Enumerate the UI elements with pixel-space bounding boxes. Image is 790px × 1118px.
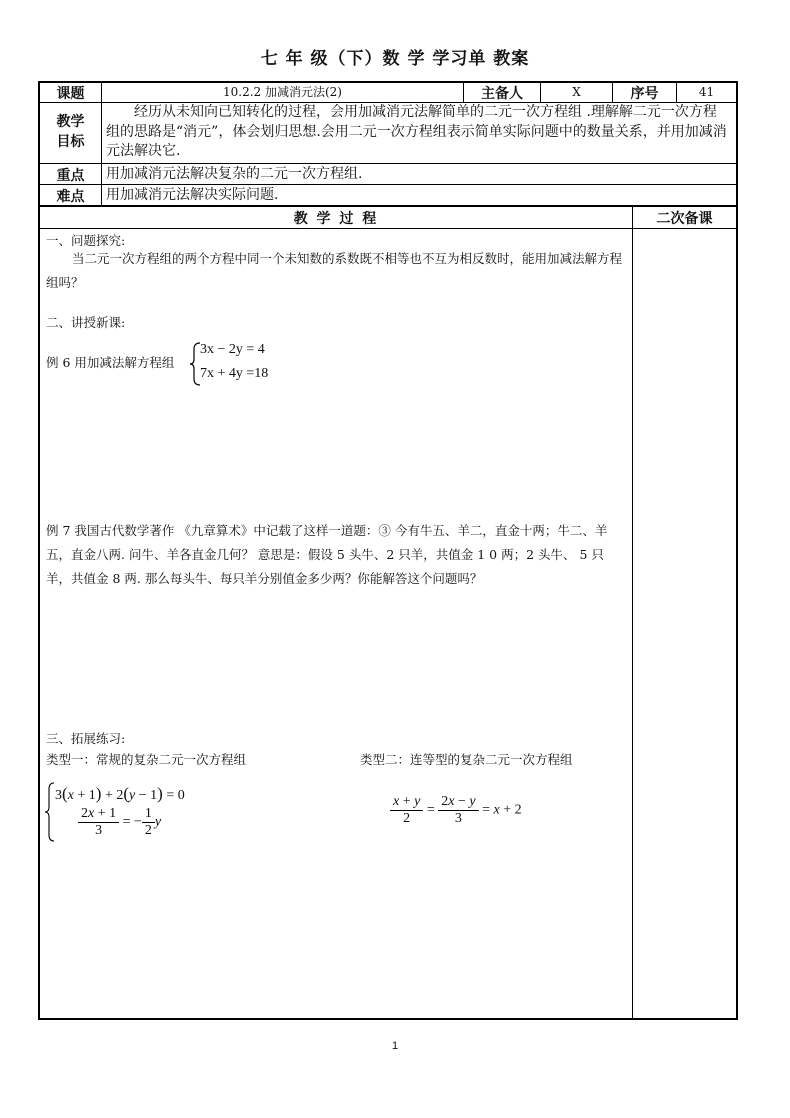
key-point-text: 用加减消元法解决复杂的二元一次方程组.	[106, 166, 363, 182]
section3-title: 三、拓展练习:	[46, 731, 126, 746]
preparer-label: 主备人	[481, 86, 523, 102]
goals-label-line2: 目标	[56, 134, 85, 150]
section1-text: 当二元一次方程组的两个方程中同一个未知数的系数既不相等也不互为相反数时，能用加减法解方程组吗？	[46, 251, 623, 290]
seq-label: 序号	[630, 86, 659, 102]
second-prep-header: 二次备课	[656, 211, 713, 227]
type2-label: 类型二：连等型的复杂二元一次方程组	[360, 752, 573, 767]
type2-eq: $\frac{x + y}{2}$ = $\frac{2x - y}{3}$ = x + 2	[390, 794, 522, 827]
example6-eq2: 7x + 4y =18	[200, 366, 269, 381]
row-line	[38, 184, 738, 185]
section1-title: 一、问题探究:	[46, 233, 126, 248]
section2-title: 二、讲授新课:	[46, 315, 126, 330]
page-title: 七 年 级（下）数 学 学习单 教案	[260, 49, 530, 69]
difficulty-label: 难点	[56, 189, 85, 205]
example6-label: 例 6 用加减法解方程组	[46, 355, 175, 370]
seq-value: 41	[698, 85, 715, 99]
type1-label: 类型一：常规的复杂二元一次方程组	[46, 752, 247, 767]
key-point-label: 重点	[56, 168, 85, 184]
goals-label-line1: 教学	[56, 114, 85, 130]
preparer-value: X	[572, 85, 581, 99]
table-border-right	[736, 81, 738, 1020]
goals-label	[40, 112, 101, 152]
process-header: 教 学 过 程	[293, 211, 379, 227]
row-line	[38, 163, 738, 164]
table-border-bottom	[38, 1018, 738, 1020]
row-line	[38, 228, 738, 229]
goals-text: 经历从未知向已知转化的过程，会用加减消元法解简单的二元一次方程组 .理解解二元一次方程组的思路是“消元”，体会划归思想.会用二元一次方程组表示简单实际问题中的数量关系，并用加减消元法解决它.	[106, 104, 727, 159]
type1-eq1: 3(x + 1) + 2(y − 1) = 0	[55, 784, 185, 803]
col-line	[632, 206, 633, 1019]
page-number: 1	[391, 1040, 399, 1052]
topic-label: 课题	[56, 86, 85, 102]
type1-eq2: $\frac{2x + 1}{3}$ = − $\frac{1}{2}$ y	[78, 806, 161, 839]
example7-text: 例 7 我国古代数学著作 《九章算术》中记载了这样一道题：③ 今有牛五、羊二，直金十两；牛二、羊五，直金八两. 问牛、羊各直金几何？ 意思是：假设 5 头牛、2 只羊，共值金 1 0 两；2 头牛、 5 只羊，共值金 8 两. 那么每头牛、每只羊分别值金多少两？你能解答这个问题吗？	[46, 523, 608, 586]
example6-eq1: 3x − 2y = 4	[200, 342, 265, 357]
row-line	[38, 205, 738, 207]
difficulty-text: 用加减消元法解决实际问题.	[106, 187, 279, 203]
topic-value: 10.2.2 加减消元法(2)	[223, 85, 342, 99]
